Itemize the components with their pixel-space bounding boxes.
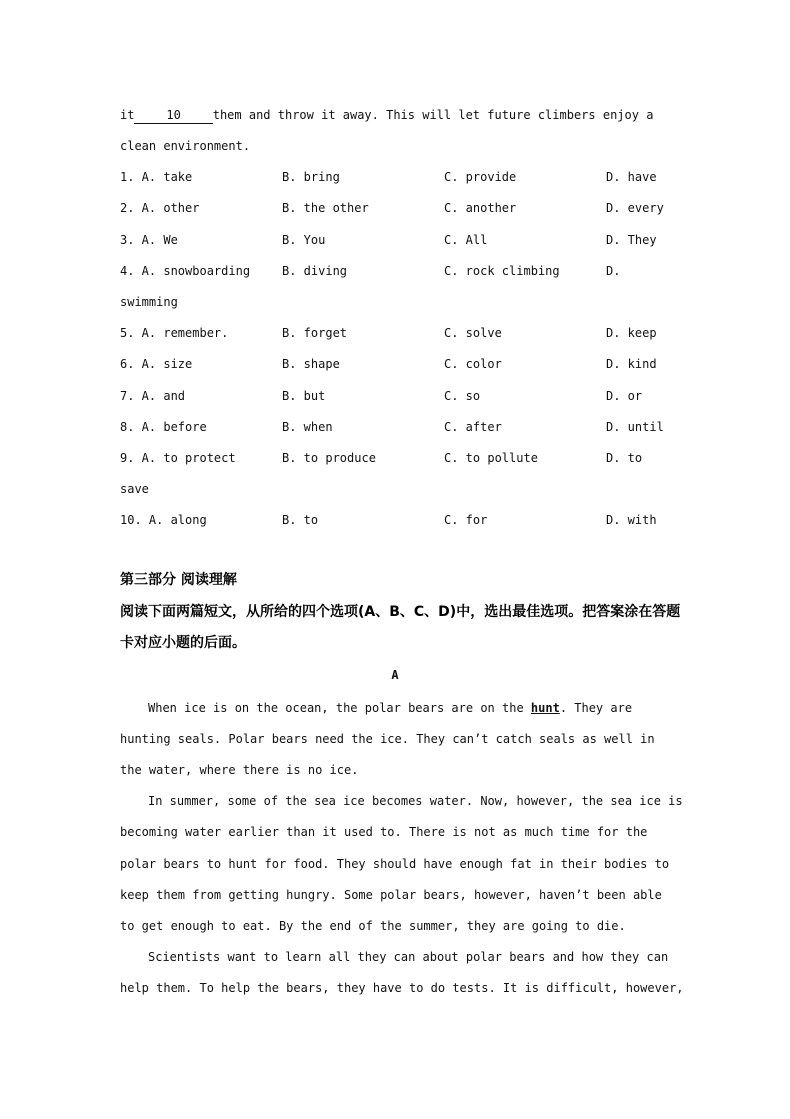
passage-line [148, 700, 632, 716]
option-b: B. shape [282, 357, 340, 371]
option-a: 7. A. and [120, 389, 186, 403]
option-b: B. to [282, 513, 319, 527]
blank-number: 10 [166, 108, 181, 122]
option-c: C. so [444, 389, 481, 403]
option-c: C. solve [444, 326, 502, 340]
passage-line: clean environment. [120, 139, 251, 153]
option-a: 4. A. snowboarding [120, 264, 251, 278]
option-wrap: save [120, 482, 149, 496]
option-d: D. to [606, 451, 643, 465]
passage-line: hunting seals. Polar bears need the ice. They can’t catch seals as well in [120, 732, 655, 746]
option-a: 9. A. to protect [120, 451, 236, 465]
option-a: 10. A. along [120, 513, 207, 527]
option-a: 1. A. take [120, 170, 193, 184]
option-b: B. the other [282, 201, 369, 215]
text-fragment: it [120, 108, 135, 122]
option-c: C. color [444, 357, 502, 371]
section-instruction: 卡对应小题的后面。 [120, 635, 246, 651]
option-row-9 [120, 450, 680, 466]
option-d: D. kind [606, 357, 657, 371]
passage-line: to get enough to eat. By the end of the summer, they are going to die. [120, 919, 626, 933]
option-a: 5. A. remember. [120, 326, 229, 340]
text-fragment: . They are [559, 701, 633, 715]
option-c: C. rock climbing [444, 264, 560, 278]
option-row-8 [120, 419, 680, 435]
option-row-3 [120, 232, 680, 248]
option-a: 2. A. other [120, 201, 200, 215]
option-row-6 [120, 356, 680, 372]
passage-title: A [391, 668, 399, 682]
option-b: B. bring [282, 170, 340, 184]
passage-line: In summer, some of the sea ice becomes water. Now, however, the sea ice is [148, 794, 683, 808]
option-wrap: swimming [120, 295, 178, 309]
option-c: C. for [444, 513, 488, 527]
option-row-10 [120, 512, 680, 528]
option-b: B. forget [282, 326, 348, 340]
passage-line [120, 107, 653, 124]
option-c: C. after [444, 420, 502, 434]
passage-line: Scientists want to learn all they can about polar bears and how they can [148, 950, 669, 964]
option-c: C. All [444, 233, 488, 247]
option-c: C. to pollute [444, 451, 538, 465]
text-fragment: them and throw it away. This will let future climbers enjoy a [212, 108, 654, 122]
section-instruction: 阅读下面两篇短文，从所给的四个选项(A、B、C、D)中，选出最佳选项。把答案涂在答题 [120, 604, 681, 620]
blank-10 [134, 107, 212, 124]
option-row-7 [120, 388, 680, 404]
option-d: D. or [606, 389, 643, 403]
option-a: 8. A. before [120, 420, 207, 434]
section-title: 第三部分 阅读理解 [120, 572, 237, 588]
option-a: 6. A. size [120, 357, 193, 371]
option-b: B. when [282, 420, 333, 434]
option-row-2 [120, 200, 680, 216]
option-c: C. another [444, 201, 517, 215]
option-row-4 [120, 263, 680, 279]
option-a: 3. A. We [120, 233, 178, 247]
option-row-1 [120, 169, 680, 185]
option-row-5 [120, 325, 680, 341]
option-d: D. every [606, 201, 664, 215]
underlined-word: hunt [530, 701, 560, 715]
option-d: D. have [606, 170, 657, 184]
option-c: C. provide [444, 170, 517, 184]
passage-line: polar bears to hunt for food. They should have enough fat in their bodies to [120, 857, 670, 871]
option-d: D. with [606, 513, 657, 527]
option-b: B. diving [282, 264, 348, 278]
option-b: B. You [282, 233, 326, 247]
option-d: D. [606, 264, 621, 278]
passage-line: the water, where there is no ice. [120, 763, 359, 777]
passage-line: help them. To help the bears, they have to do tests. It is difficult, however, [120, 981, 684, 995]
option-d: D. until [606, 420, 664, 434]
option-b: B. to produce [282, 451, 376, 465]
option-d: D. They [606, 233, 657, 247]
option-b: B. but [282, 389, 326, 403]
option-d: D. keep [606, 326, 657, 340]
text-fragment: When ice is on the ocean, the polar bears are on the [148, 701, 531, 715]
passage-line: becoming water earlier than it used to. There is not as much time for the [120, 825, 648, 839]
passage-line: keep them from getting hungry. Some polar bears, however, haven’t been able [120, 888, 662, 902]
